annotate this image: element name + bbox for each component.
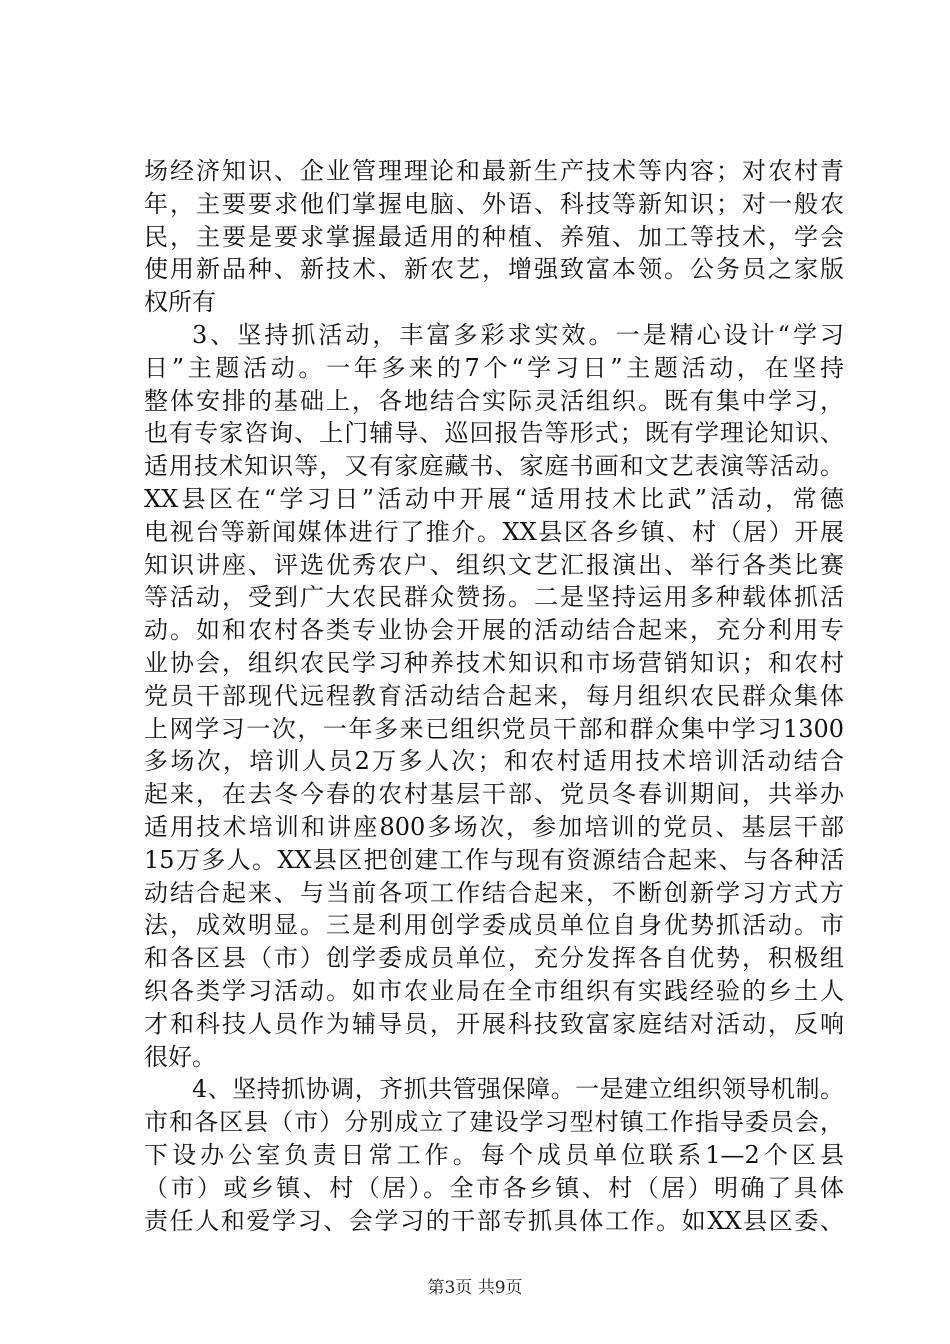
text-line: 动。如和农村各类专业协会开展的活动结合起来，充分利用专: [144, 616, 844, 645]
text-line: 使用新品种、新技术、新农艺，增强致富本领。公务员之家版: [144, 255, 844, 284]
text-line: 适用技术培训和讲座800多场次，参加培训的党员、基层干部: [144, 812, 844, 841]
text-line: 党员干部现代远程教育活动结合起来，每月组织农民群众集体: [144, 681, 844, 710]
text-line: 15万多人。XX县区把创建工作与现有资源结合起来、与各种活: [144, 845, 844, 874]
text-line: 适用技术知识等，又有家庭藏书、家庭书画和文艺表演等活动。: [144, 452, 844, 481]
text-line: 知识讲座、评选优秀农户、组织文艺汇报演出、举行各类比赛: [144, 550, 844, 579]
paragraph-4-start: 4、坚持抓协调，齐抓共管强保障。一是建立组织领导机制。: [192, 1075, 844, 1104]
text-line: 日”主题活动。一年多来的7个“学习日”主题活动，在坚持: [144, 353, 844, 382]
text-line: 法，成效明显。三是利用创学委成员单位自身优势抓活动。市: [144, 911, 844, 940]
text-line: 业协会，组织农民学习种养技术知识和市场营销知识；和农村: [144, 648, 844, 677]
text-line: 才和科技人员作为辅导员，开展科技致富家庭结对活动，反响: [144, 1009, 844, 1038]
text-line: 上网学习一次，一年多来已组织党员干部和群众集中学习1300: [144, 714, 844, 743]
text-line: 民，主要是要求掌握最适用的种植、养殖、加工等技术，学会: [144, 222, 844, 251]
text-line: 动结合起来、与当前各项工作结合起来，不断创新学习方式方: [144, 878, 844, 907]
text-line: XX县区在“学习日”活动中开展“适用技术比武”活动，常德: [144, 484, 844, 513]
text-line: 场经济知识、企业管理理论和最新生产技术等内容；对农村青: [144, 157, 844, 185]
text-line: 权所有: [144, 288, 216, 317]
text-line: 很好。: [144, 1042, 216, 1071]
text-line: 电视台等新闻媒体进行了推介。XX县区各乡镇、村（居）开展: [144, 517, 844, 546]
text-line: 和各区县（市）创学委成员单位，充分发挥各自优势，积极组: [144, 944, 844, 973]
text-line: 整体安排的基础上，各地结合实际灵活组织。既有集中学习，: [144, 386, 844, 415]
text-line: 织各类学习活动。如市农业局在全市组织有实践经验的乡土人: [144, 976, 844, 1005]
text-line: 年，主要要求他们掌握电脑、外语、科技等新知识；对一般农: [144, 189, 844, 218]
text-line: 也有专家咨询、上门辅导、巡回报告等形式；既有学理论知识、: [144, 419, 844, 448]
text-line: 市和各区县（市）分别成立了建设学习型村镇工作指导委员会，: [144, 1108, 844, 1137]
text-line: 下设办公室负责日常工作。每个成员单位联系1—2个区县: [144, 1140, 844, 1169]
page-number-footer: 第3页 共9页: [427, 1278, 523, 1298]
text-line: 等活动，受到广大农民群众赞扬。二是坚持运用多种载体抓活: [144, 583, 844, 612]
text-line: 起来，在去冬今春的农村基层干部、党员冬春训期间，共举办: [144, 780, 844, 809]
document-body: [144, 155, 844, 1237]
text-line: 多场次，培训人员2万多人次；和农村适用技术培训活动结合: [144, 747, 844, 776]
text-line: 责任人和爱学习、会学习的干部专抓具体工作。如XX县区委、: [144, 1206, 844, 1235]
paragraph-3-start: 3、坚持抓活动，丰富多彩求实效。一是精心设计“学习: [192, 320, 844, 349]
text-line: （市）或乡镇、村（居）。全市各乡镇、村（居）明确了具体: [144, 1173, 844, 1202]
